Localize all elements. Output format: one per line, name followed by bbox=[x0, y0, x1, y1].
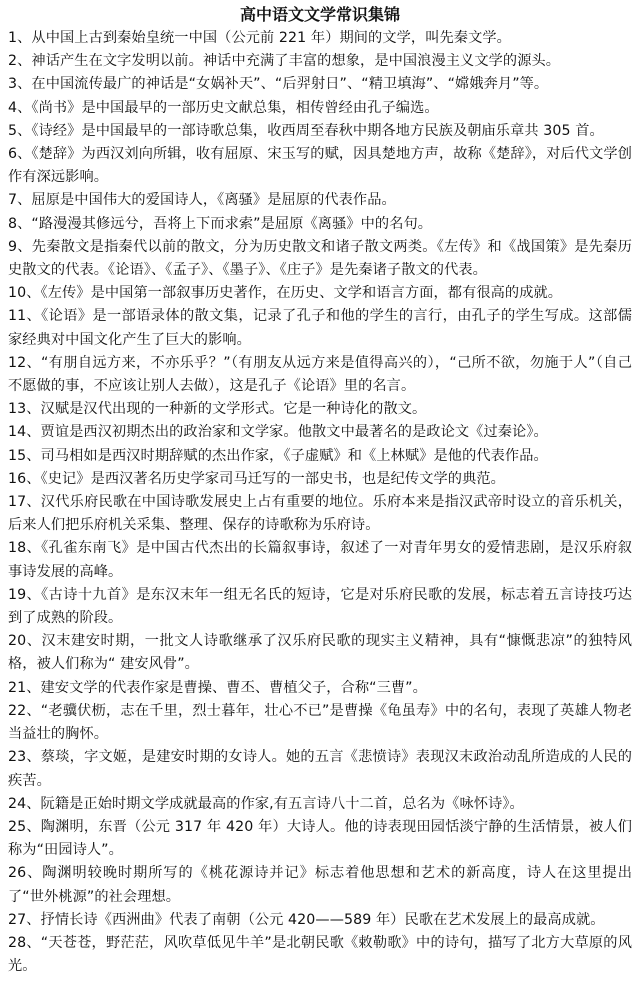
list-item: 12、“有朋自远方来，不亦乐乎？”（有朋友从远方来是值得高兴的），“己所不欲，勿施于人”（自己不愿做的事，不应该让别人去做），这是孔子《论语》里的名言。 bbox=[8, 354, 632, 395]
list-item: 19、《古诗十九首》是东汉末年一组无名氏的短诗，它是对乐府民歌的发展，标志着五言诗技巧达到了成熟的阶段。 bbox=[8, 586, 632, 627]
list-item: 1、从中国上古到秦始皇统一中国（公元前 221 年）期间的文学，叫先秦文学。 bbox=[8, 30, 511, 46]
list-item: 20、汉末建安时期，一批文人诗歌继承了汉乐府民歌的现实主义精神，具有“慷慨悲凉”的独特风格，被人们称为“ 建安风骨”。 bbox=[8, 633, 632, 673]
list-item: 8、“路漫漫其修远兮，吾将上下而求索”是屈原《离骚》中的名句。 bbox=[8, 215, 433, 232]
list-item: 24、阮籍是正始时期文学成就最高的作家,有五言诗八十二首，总名为《咏怀诗》。 bbox=[8, 795, 524, 812]
list-item: 4、《尚书》是中国最早的一部历史文献总集，相传曾经由孔子编选。 bbox=[8, 99, 439, 116]
list-item: 13、汉赋是汉代出现的一种新的文学形式。它是一种诗化的散文。 bbox=[8, 401, 427, 418]
document-title: 高中语文文学常识集锦 bbox=[239, 5, 400, 24]
list-item: 17、汉代乐府民歌在中国诗歌发展史上占有重要的地位。乐府本来是指汉武帝时设立的音乐机关，后来人们把乐府机关采集、整理、保存的诗歌称为乐府诗。 bbox=[8, 494, 632, 534]
list-item: 14、贾谊是西汉初期杰出的政治家和文学家。他散文中最著名的是政论文《过秦论》。 bbox=[8, 424, 548, 441]
list-item: 3、在中国流传最广的神话是“女娲补天”、“后羿射日”、“精卫填海”、“嫦娥奔月”等。 bbox=[8, 76, 549, 93]
list-item: 11、《论语》是一部语录体的散文集，记录了孔子和他的学生的言行，由孔子的学生写成。这部儒家经典对中国文化产生了巨大的影响。 bbox=[8, 308, 632, 348]
list-item: 22、“老骥伏枥，志在千里，烈士暮年，壮心不已”是曹操《龟虽寿》中的名句，表现了英雄人物老当益壮的胸怀。 bbox=[8, 702, 632, 743]
list-item: 7、屈原是中国伟大的爱国诗人，《离骚》是屈原的代表作品。 bbox=[8, 192, 396, 209]
list-item: 15、司马相如是西汉时期辞赋的杰出作家，《子虚赋》和《上林赋》是他的代表作品。 bbox=[8, 447, 548, 464]
list-item: 28、“天苍苍，野茫茫，风吹草低见牛羊”是北朝民歌《敕勒歌》中的诗句，描写了北方大草原的风光。 bbox=[8, 934, 632, 975]
list-item: 9、先秦散文是指秦代以前的散文，分为历史散文和诸子散文两类。《左传》和《战国策》是先秦历史散文的代表。《论语》、《孟子》、《墨子》、《庄子》是先秦诸子散文的代表。 bbox=[8, 238, 632, 279]
list-item: 21、建安文学的代表作家是曹操、曹丕、曹植父子，合称“三曹”。 bbox=[8, 679, 427, 696]
list-item: 18、《孔雀东南飞》是中国古代杰出的长篇叙事诗，叙述了一对青年男女的爱情悲剧，是汉乐府叙事诗发展的高峰。 bbox=[8, 540, 632, 580]
list-item: 27、抒情长诗《西洲曲》代表了南朝（公元 420——589 年）民歌在艺术发展上的最高成就。 bbox=[8, 911, 605, 928]
list-item: 5、《诗经》是中国最早的一部诗歌总集，收西周至春秋中期各地方民族及朝庙乐章共 305 首。 bbox=[8, 122, 604, 139]
list-item: 23、蔡琰，字文姬，是建安时期的女诗人。她的五言《悲愤诗》表现汉末政治动乱所造成的人民的疾苦。 bbox=[8, 749, 632, 789]
list-item: 6、《楚辞》为西汉刘向所辑，收有屈原、宋玉写的赋，因具楚地方声，故称《楚辞》，对后代文学创作有深远影响。 bbox=[8, 146, 632, 186]
list-item: 10、《左传》是中国第一部叙事历史著作，在历史、文学和语言方面，都有很高的成就。 bbox=[8, 285, 563, 302]
list-item: 16、《史记》是西汉著名历史学家司马迁写的一部史书，也是纪传文学的典范。 bbox=[8, 470, 505, 487]
literature-facts-list bbox=[8, 27, 632, 978]
list-item: 2、神话产生在文字发明以前。神话中充满了丰富的想象，是中国浪漫主义文学的源头。 bbox=[8, 53, 561, 70]
list-item: 25、陶渊明，东晋（公元 317 年 420 年）大诗人。他的诗表现田园恬淡宁静的生活情景，被人们称为“田园诗人”。 bbox=[8, 818, 632, 859]
list-item: 26、陶渊明较晚时期所写的《桃花源诗并记》标志着他思想和艺术的新高度，诗人在这里提出了“世外桃源”的社会理想。 bbox=[8, 865, 632, 905]
